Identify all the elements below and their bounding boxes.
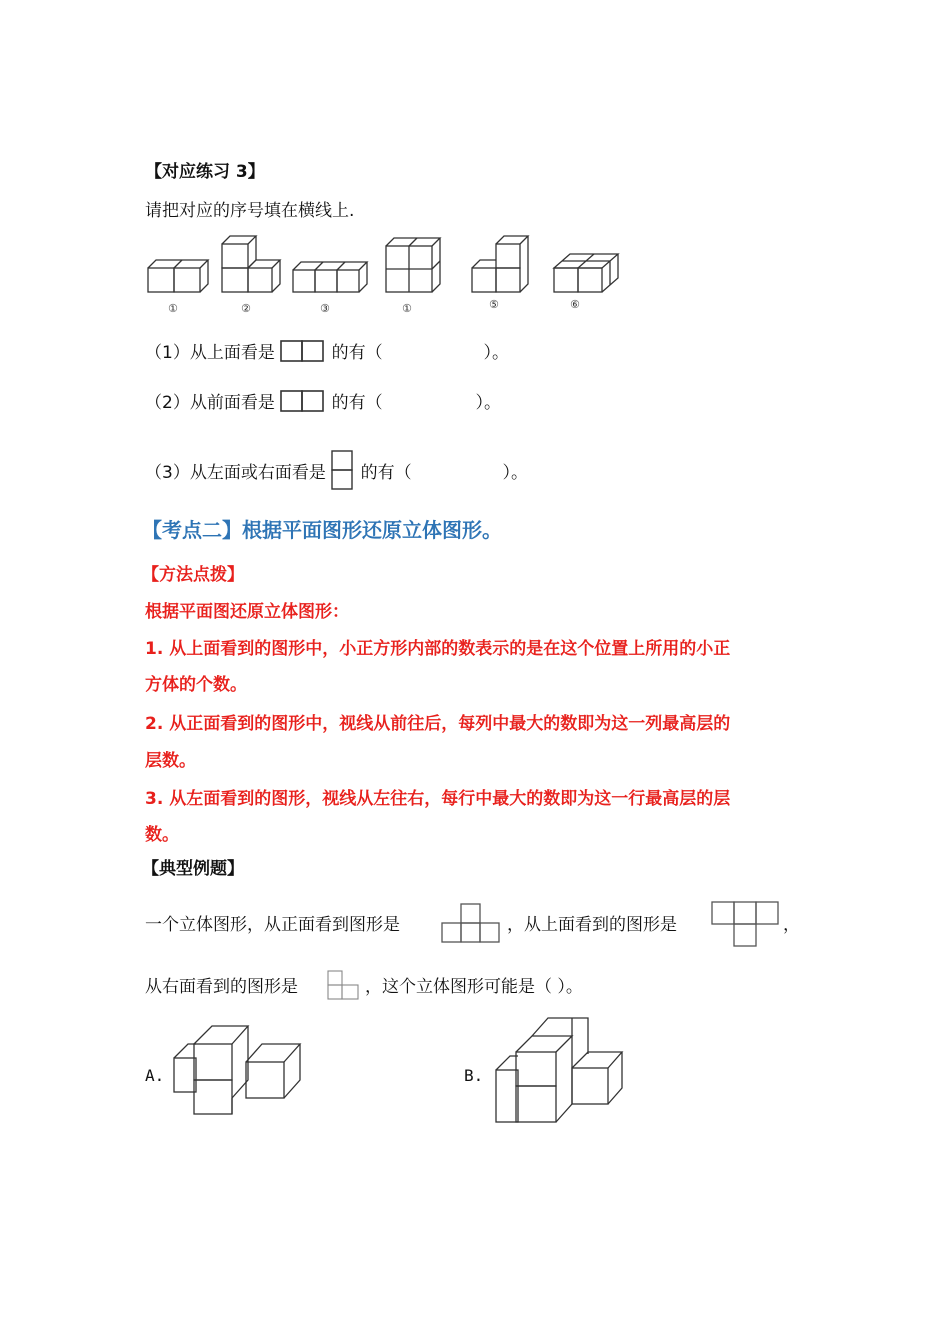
- q3-suffix: 的有（: [360, 463, 412, 483]
- figure-label-3: ③: [320, 302, 330, 315]
- question-2: [145, 390, 501, 415]
- method-line-2: 方体的个数。: [145, 675, 247, 695]
- q1-suffix: 的有（: [331, 343, 383, 363]
- example-line2-a: 从右面看到的图形是: [145, 977, 298, 997]
- cube-figure-6: [554, 254, 618, 292]
- vertical-two-square-icon: [331, 450, 355, 490]
- q1-close: ）。: [483, 343, 509, 363]
- cube-figure-1: [148, 260, 208, 292]
- right-view-shape-icon: [326, 969, 362, 1003]
- example-heading: 【典型例题】: [142, 859, 244, 879]
- example-line2-b: ，这个立体图形可能是（ ）。: [365, 977, 583, 997]
- exercise-heading: 【对应练习 3】: [145, 162, 265, 182]
- figure-label-2: ②: [241, 302, 251, 315]
- section-title: 【考点二】根据平面图形还原立体图形。: [142, 518, 502, 542]
- q2-prefix: （2）从前面看是: [145, 393, 275, 413]
- two-square-top-view-icon: [280, 340, 326, 362]
- cube-figure-2: [222, 236, 280, 292]
- option-b-figure[interactable]: [492, 1014, 632, 1126]
- option-a-figure[interactable]: [170, 1022, 310, 1118]
- two-square-front-view-icon: [280, 390, 326, 412]
- figure-label-6: ⑥: [570, 298, 580, 311]
- method-line-1: 1. 从上面看到的图形中，小正方形内部的数表示的是在这个位置上所用的小正: [145, 639, 731, 659]
- question-1: [145, 340, 509, 365]
- example-line1-c: ，: [783, 915, 800, 935]
- method-line-5: 3. 从左面看到的图形，视线从左往右，每行中最大的数即为这一行最高层的层: [145, 789, 731, 809]
- q2-suffix: 的有（: [331, 393, 383, 413]
- question-3: [145, 450, 528, 490]
- example-line1-a: 一个立体图形，从正面看到图形是: [145, 915, 400, 935]
- cube-figure-5: [472, 236, 528, 292]
- option-b-label: B.: [464, 1066, 484, 1085]
- figure-label-4: ①: [402, 302, 412, 315]
- figure-label-1: ①: [168, 302, 178, 315]
- method-heading: 【方法点拨】: [142, 565, 244, 585]
- method-line-4: 层数。: [145, 751, 196, 771]
- cube-figure-4: [386, 238, 440, 292]
- option-a-label: A.: [145, 1066, 165, 1085]
- cube-figure-3: [293, 262, 367, 292]
- example-line1-b: ，从上面看到的图形是: [507, 915, 677, 935]
- method-line-0: 根据平面图还原立体图形：: [145, 602, 349, 622]
- q1-prefix: （1）从上面看是: [145, 343, 275, 363]
- figure-label-5: ⑤: [489, 298, 499, 311]
- top-view-shape-icon: [710, 900, 780, 948]
- cube-figures-row: [140, 232, 640, 322]
- method-line-6: 数。: [145, 825, 179, 845]
- front-view-shape-icon: [440, 903, 502, 943]
- q2-close: ）。: [475, 393, 501, 413]
- instruction-text: 请把对应的序号填在横线上.: [145, 201, 355, 221]
- q3-prefix: （3）从左面或右面看是: [145, 463, 326, 483]
- method-line-3: 2. 从正面看到的图形中，视线从前往后，每列中最大的数即为这一列最高层的: [145, 714, 731, 734]
- q3-close: ）。: [502, 463, 528, 483]
